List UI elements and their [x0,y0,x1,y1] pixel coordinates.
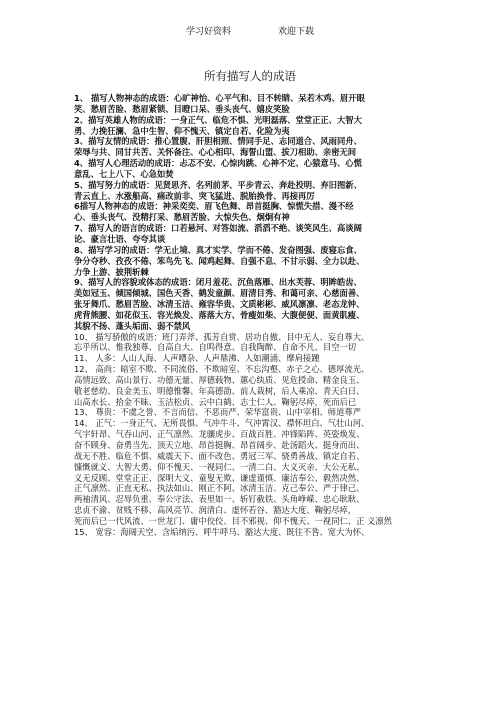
text-line: 6描写人物神态的成语：神采奕奕、眉飞色舞、昂首挺胸、惊慌失措、漫不经 [74,201,354,212]
text-line: 高情远致、高山景行、功德无量、厚德载物、蕙心纨质、见危授命、精金良玉、 [74,374,365,385]
text-line: 张牙舞爪、愁眉苦脸、冰清玉洁、雍容华贵、文质彬彬、威风凛凛、老态龙钟、 [74,299,365,310]
text-line: 忠贞不渝、贫贱不移、高风亮节、润清白、虚怀若谷、豁达大度、鞠躬尽瘁， [74,505,357,516]
text-line: 青云直上、水涨船高、痛改前非、突飞猛进、脱胎换骨、再接再厉 [74,190,315,201]
text-line: 力争上游、披荆斩棘 [74,266,149,277]
text-line: 两袖清风、忍辱负重、奉公守法、表里如一、斩钉截铁、头角峥嵘、忠心耿耿、 [74,494,365,505]
header-right-text: 欢迎下载 [277,27,314,37]
text-line: 论、豪言壮语、夸夸其谈 [74,233,166,244]
text-line: 其貌不扬、蓬头垢面、弱不禁风 [74,320,191,331]
document-body [74,93,422,538]
text-line: 忘乎所以、惟我独尊、自高自大、自鸣得意、自我陶醉、自命不凡、目空一切 [74,342,357,353]
text-line: 12、 高尚：暗室不欺、不同流俗、不欺暗室、不忘沟壑、赤子之心、德厚流光、 [74,364,370,375]
header-left-text: 学习好资料 [186,27,232,37]
text-line: 13、 尊贵：不虞之誉、不言而信、不恶而严、荣华富贵、山中宰相、师道尊严 [74,407,361,418]
text-line: 争分夺秒、孜孜不倦、笨鸟先飞、闻鸡起舞、自强不息、不甘示弱、全力以赴、 [74,255,365,266]
text-line: 11、 人多：人山人海、人声嘈杂、人声鼎沸、人如潮涌、摩肩接踵 [74,353,320,364]
text-line: 心、垂头丧气、没精打采、愁眉苦脸、大惊失色、炯炯有神 [74,212,290,223]
text-line: 气宇轩昂、气吞山河、正气凛然、龙骧虎步、百战百胜、冲锋陷阵、英姿焕发、 [74,429,365,440]
text-line: 死而后已一代风流、一世龙门、庸中佼佼、目不邪视、仰不愧天、一视同仁、正 义凛然 [74,515,392,526]
text-line: 8、描写学习的成语：学无止境、真才实学、学而不倦、发奋图强、废寝忘食、 [74,244,362,255]
text-line: 美如冠玉、倾国倾城、国色天香、鹤发童颜、眉清目秀、和蔼可亲、心慈面善、 [74,288,365,299]
text-line: 9、描写人的容貌或体态的成语：闭月羞花、沉鱼落雁、出水芙蓉、明眸皓齿、 [74,277,362,288]
text-line: 敬老慈幼、良金美玉、明德惟馨、年高德劭、前人栽树，后人乘凉、青天白日、 [74,385,365,396]
page-header [0,24,500,37]
text-line: 2、描写英雄人物的成语：一身正气、临危不惧、光明磊落、堂堂正正、大智大 [74,114,362,125]
text-line: 5、描写努力的成语：见贤思齐、名列前茅、平步青云、奔赴投明、弃旧图新、 [74,179,362,190]
text-line: 虎背熊腰、如花似玉、容光焕发、落落大方、骨瘦如柴、大腹便便、面黄肌瘦、 [74,309,365,320]
text-line: 10、 描写骄傲的成语：班门弄斧、孤芳自赏、居功自傲、目中无人、妄自尊大、 [74,331,370,342]
text-line: 山高水长、拾金不昧、玉洁松贞、云中白鹤、志士仁人、鞠躬尽瘁，死而后已 [74,396,357,407]
text-line: 勇、力挽狂澜、急中生智、仰不愧天、镇定自若、化险为夷 [74,125,290,136]
text-line: 3、描写友情的成语：推心置腹、肝胆相照、情同手足、志同道合、风雨同舟、 [74,136,362,147]
text-line: 意乱、七上八下、心急如焚 [74,168,174,179]
document-title: 所有描写人的成语 [204,69,296,83]
text-line: 慷慨就义、大智大勇、仰不愧天、一视同仁、一清二白、大义灭亲、大公无私、 [74,461,365,472]
text-line: 义无反顾、堂堂正正、深明大义、童叟无欺、谦虚谨慎、廉洁奉公、毅然决然、 [74,472,365,483]
text-line: 14、 正气：一身正气、无所畏惧、气冲牛斗、气冲霄汉、襟怀坦白、气壮山河、 [74,418,370,429]
text-line: 荣辱与共、同甘共苦、关怀备注、心心相印、海誓山盟、拔刀相助、亲密无间 [74,147,357,158]
text-line: 7、描写人的语言的成语：口若悬河、对答如流、滔滔不绝、谈笑风生、高谈阔 [74,223,362,234]
text-line: 正气凛然、正直无私、执法如山、刚正不阿、冰清玉洁、克己奉公、严于律己、 [74,483,365,494]
text-line: 战无不胜、临危不惧、威震天下、面不改色、勇冠三军、骁勇善战、镇定自若、 [74,450,365,461]
text-line: 奋不顾身、奋勇当先、顶天立地、昂首挺胸、昂首阔步、赴汤蹈火、挺身而出、 [74,440,365,450]
text-line: 1、 描写人物神态的成语：心旷神怡、心平气和、目不转睛、呆若木鸡、眉开眼 [74,93,365,103]
text-line: 4、描写人心理活动的成语：忐忑不安、心惊肉跳、心神不定、心猿意马、心慌 [74,158,362,169]
text-line: 15、 宽容：海阔天空、含垢纳污、呼牛呼马、豁达大度、既往不咎、宽大为怀、 [74,526,370,537]
text-line: 笑、愁眉苦脸、愁眉紧锁、目瞪口呆、垂头丧气、嬉皮笑脸 [74,103,290,114]
